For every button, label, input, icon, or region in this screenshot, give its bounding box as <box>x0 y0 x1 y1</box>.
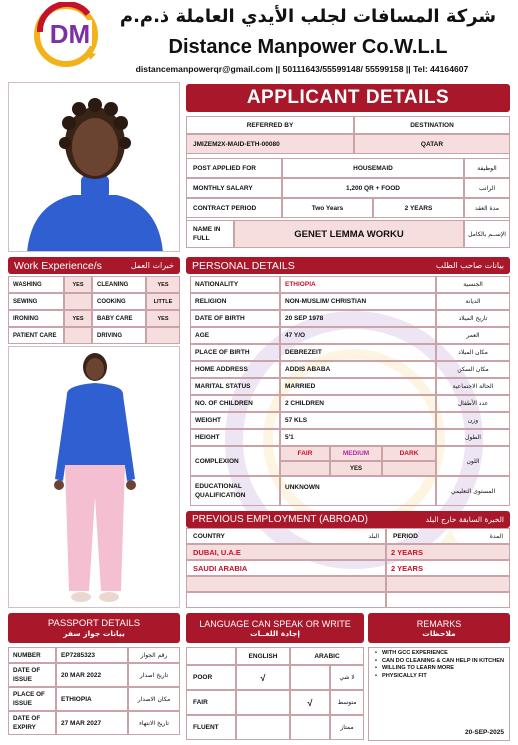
work-skill-label: SEWING <box>8 293 64 310</box>
personal-details-header <box>186 257 510 274</box>
language-header <box>186 613 364 643</box>
previous-employment-header <box>186 511 510 528</box>
personal-row-value: 5'1 <box>280 429 436 446</box>
contract-value-words: Two Years <box>282 198 373 218</box>
contract-label: CONTRACT PERIOD <box>186 198 282 218</box>
prev-period-header: PERIOD المدة <box>386 528 510 544</box>
personal-row-label-arabic: الطول <box>436 429 510 446</box>
personal-row-label-arabic: مكان الميلاد <box>436 344 510 361</box>
previous-employment-title: PREVIOUS EMPLOYMENT (ABROAD) <box>192 514 368 525</box>
language-corner-cell <box>186 647 236 665</box>
personal-row-label: HOME ADDRESS <box>190 361 280 378</box>
work-skill-label: DRIVING <box>92 327 146 344</box>
personal-row-label: NO. OF CHILDREN <box>190 395 280 412</box>
work-skill-value: YES <box>146 310 180 327</box>
personal-row-label: WEIGHT <box>190 412 280 429</box>
personal-row-value: ETHIOPIA <box>280 276 436 293</box>
work-skill-value: YES <box>64 310 92 327</box>
work-experience-title: Work Experience/s <box>14 259 102 272</box>
personal-row-value: DEBREZEIT <box>280 344 436 361</box>
language-col-english: ENGLISH <box>236 647 290 665</box>
remarks-header <box>368 613 510 643</box>
applicant-full-body-photo <box>8 346 180 608</box>
prev-employment-country <box>186 576 386 592</box>
work-skill-label: BABY CARE <box>92 310 146 327</box>
language-level-arabic: لا شي <box>330 665 364 690</box>
personal-row-label-arabic: مكان السكن <box>436 361 510 378</box>
post-label-arabic: الوظيفة <box>464 158 510 178</box>
bullet-icon: • <box>375 650 377 656</box>
passport-row-label: DATE OF EXPIRY <box>8 711 56 735</box>
language-arabic-mark: √ <box>290 690 330 715</box>
prev-employment-period <box>386 592 510 608</box>
personal-row-value: ADDIS ABABA <box>280 361 436 378</box>
applicant-details-title: APPLICANT DETAILS <box>186 84 510 112</box>
prev-employment-period: 2 YEARS <box>386 544 510 560</box>
passport-row-value: 20 MAR 2022 <box>56 663 128 687</box>
post-value: HOUSEMAID <box>282 158 464 178</box>
full-name-label-arabic: الإســم بالكامل <box>464 220 510 248</box>
language-title: LANGUAGE CAN SPEAK OR WRITE <box>199 618 351 629</box>
personal-row-label-arabic: عدد الأطفال <box>436 395 510 412</box>
complexion-label-arabic: اللون <box>436 446 510 476</box>
work-skill-value: YES <box>146 276 180 293</box>
complexion-dark-mark <box>382 461 436 476</box>
company-name-arabic: شركة المسافات لجلب الأيدي العاملة ذ.م.م <box>119 6 497 27</box>
prev-country-header: COUNTRY البلد <box>186 528 386 544</box>
complexion-fair: FAIR <box>280 446 330 461</box>
passport-row-value: ETHIOPIA <box>56 687 128 711</box>
company-contact: distancemanpowerqr@gmail.com || 50111643/55599148/ 55599158 || Tel: 44164607 <box>135 64 469 74</box>
personal-row-label: RELIGION <box>190 293 280 310</box>
personal-row-label: MARITAL STATUS <box>190 378 280 395</box>
personal-row-label: NATIONALITY <box>190 276 280 293</box>
passport-row-value: 27 MAR 2027 <box>56 711 128 735</box>
prev-employment-country: SAUDI ARABIA <box>186 560 386 576</box>
language-level-label: POOR <box>186 665 236 690</box>
passport-details-header <box>8 613 180 643</box>
destination-value: QATAR <box>354 134 510 154</box>
post-label: POST APPLIED FOR <box>186 158 282 178</box>
prev-employment-period: 2 YEARS <box>386 560 510 576</box>
remark-item: • WILLING TO LEARN MORE <box>375 665 454 671</box>
work-skill-value <box>146 327 180 344</box>
language-english-mark: √ <box>236 665 290 690</box>
work-skill-value <box>64 327 92 344</box>
complexion-fair-mark <box>280 461 330 476</box>
prev-employment-period <box>386 576 510 592</box>
personal-row-label-arabic: الحالة الاجتماعية <box>436 378 510 395</box>
passport-row-label-arabic: مكان الاصدار <box>128 687 180 711</box>
salary-label-arabic: الراتب <box>464 178 510 198</box>
language-english-mark <box>236 690 290 715</box>
personal-details-title-arabic: بيانات صاحب الطلب <box>435 261 504 270</box>
contract-value-years: 2 YEARS <box>373 198 464 218</box>
remarks-list <box>374 650 506 680</box>
passport-row-label-arabic: رقم الجواز <box>128 647 180 663</box>
personal-details-title: PERSONAL DETAILS <box>192 259 295 272</box>
full-name-value: GENET LEMMA WORKU <box>234 220 464 248</box>
work-skill-label: WASHING <box>8 276 64 293</box>
personal-row-value: NON-MUSLIM/ CHRISTIAN <box>280 293 436 310</box>
complexion-label: COMPLEXION <box>190 446 280 476</box>
personal-row-value: 2 CHILDREN <box>280 395 436 412</box>
personal-row-label: PLACE OF BIRTH <box>190 344 280 361</box>
personal-row-label: HEIGHT <box>190 429 280 446</box>
personal-row-label-arabic: الجنسية <box>436 276 510 293</box>
education-value: UNKNOWN <box>280 476 436 506</box>
personal-row-label-arabic: العمر <box>436 327 510 344</box>
personal-row-value: 20 SEP 1978 <box>280 310 436 327</box>
passport-details-title-arabic: بيانات جواز سفر <box>63 629 125 638</box>
previous-employment-title-arabic: الخبرة السابقة خارج البلد <box>425 515 504 524</box>
work-experience-title-arabic: خبرات العمل <box>130 261 174 270</box>
passport-row-label-arabic: تاريخ الانتهاء <box>128 711 180 735</box>
language-level-label: FAIR <box>186 690 236 715</box>
contract-label-arabic: مدة العقد <box>464 198 510 218</box>
passport-row-label: DATE OF ISSUE <box>8 663 56 687</box>
education-label: EDUCATIONAL QUALIFICATION <box>190 476 280 506</box>
remark-item: • PHYSICALLY FIT <box>375 672 427 679</box>
language-arabic-mark <box>290 715 330 740</box>
complexion-medium: MEDIUM <box>330 446 382 461</box>
personal-row-label: DATE OF BIRTH <box>190 310 280 327</box>
bullet-icon: • <box>375 665 377 671</box>
language-english-mark <box>236 715 290 740</box>
remark-item: • CAN DO CLEANING & CAN HELP IN KITCHEN <box>375 657 505 664</box>
personal-row-label: AGE <box>190 327 280 344</box>
passport-row-label-arabic: تاريخ اصدار <box>128 663 180 687</box>
applicant-portrait-photo <box>8 82 180 252</box>
destination-label: DESTINATION <box>354 116 510 134</box>
language-arabic-mark <box>290 665 330 690</box>
education-label-arabic: المستوى التعليمي <box>436 476 510 506</box>
bullet-icon: • <box>375 672 377 679</box>
referral-code: JMIZEM2X-MAID-ETH-00080 <box>186 134 354 154</box>
company-name-english: Distance Manpower Co.W.L.L <box>168 36 448 58</box>
remarks-title-arabic: ملاحظات <box>422 628 456 638</box>
work-skill-value: LITTLE <box>146 293 180 310</box>
remarks-title: REMARKS <box>416 618 462 629</box>
personal-row-value: MARRIED <box>280 378 436 395</box>
personal-row-label-arabic: الديانة <box>436 293 510 310</box>
work-skill-label: PATIENT CARE <box>8 327 64 344</box>
personal-row-value: 47 Y/O <box>280 327 436 344</box>
passport-row-label: PLACE OF ISSUE <box>8 687 56 711</box>
logo-letters: DM <box>49 19 91 49</box>
work-experience-header <box>8 257 180 274</box>
prev-employment-country: DUBAI, U.A.E <box>186 544 386 560</box>
language-title-arabic: إجادة اللغــات <box>250 628 300 638</box>
full-name-label: NAME IN FULL <box>186 220 234 248</box>
complexion-dark: DARK <box>382 446 436 461</box>
work-skill-label: COOKING <box>92 293 146 310</box>
language-col-arabic: ARABIC <box>290 647 364 665</box>
language-level-label: FLUENT <box>186 715 236 740</box>
company-logo <box>30 2 104 70</box>
bullet-icon: • <box>375 657 377 664</box>
personal-row-label-arabic: تاريخ الميلاد <box>436 310 510 327</box>
referred-by-label: REFERRED BY <box>186 116 354 134</box>
language-level-arabic: ممتاز <box>330 715 364 740</box>
remark-item: • WITH GCC EXPERIENCE <box>375 650 448 656</box>
salary-value: 1,200 QR + FOOD <box>282 178 464 198</box>
passport-row-value: EP7285323 <box>56 647 128 663</box>
work-skill-label: CLEANING <box>92 276 146 293</box>
work-skill-value <box>64 293 92 310</box>
passport-row-label: NUMBER <box>8 647 56 663</box>
passport-details-title: PASSPORT DETAILS <box>47 618 141 629</box>
salary-label: MONTHLY SALARY <box>186 178 282 198</box>
remarks-date: 20-SEP-2025 <box>464 728 504 736</box>
personal-row-label-arabic: وزن <box>436 412 510 429</box>
complexion-medium-mark: YES <box>330 461 382 476</box>
language-level-arabic: متوسط <box>330 690 364 715</box>
personal-row-value: 57 KLS <box>280 412 436 429</box>
work-skill-label: IRONING <box>8 310 64 327</box>
work-skill-value: YES <box>64 276 92 293</box>
prev-employment-country <box>186 592 386 608</box>
